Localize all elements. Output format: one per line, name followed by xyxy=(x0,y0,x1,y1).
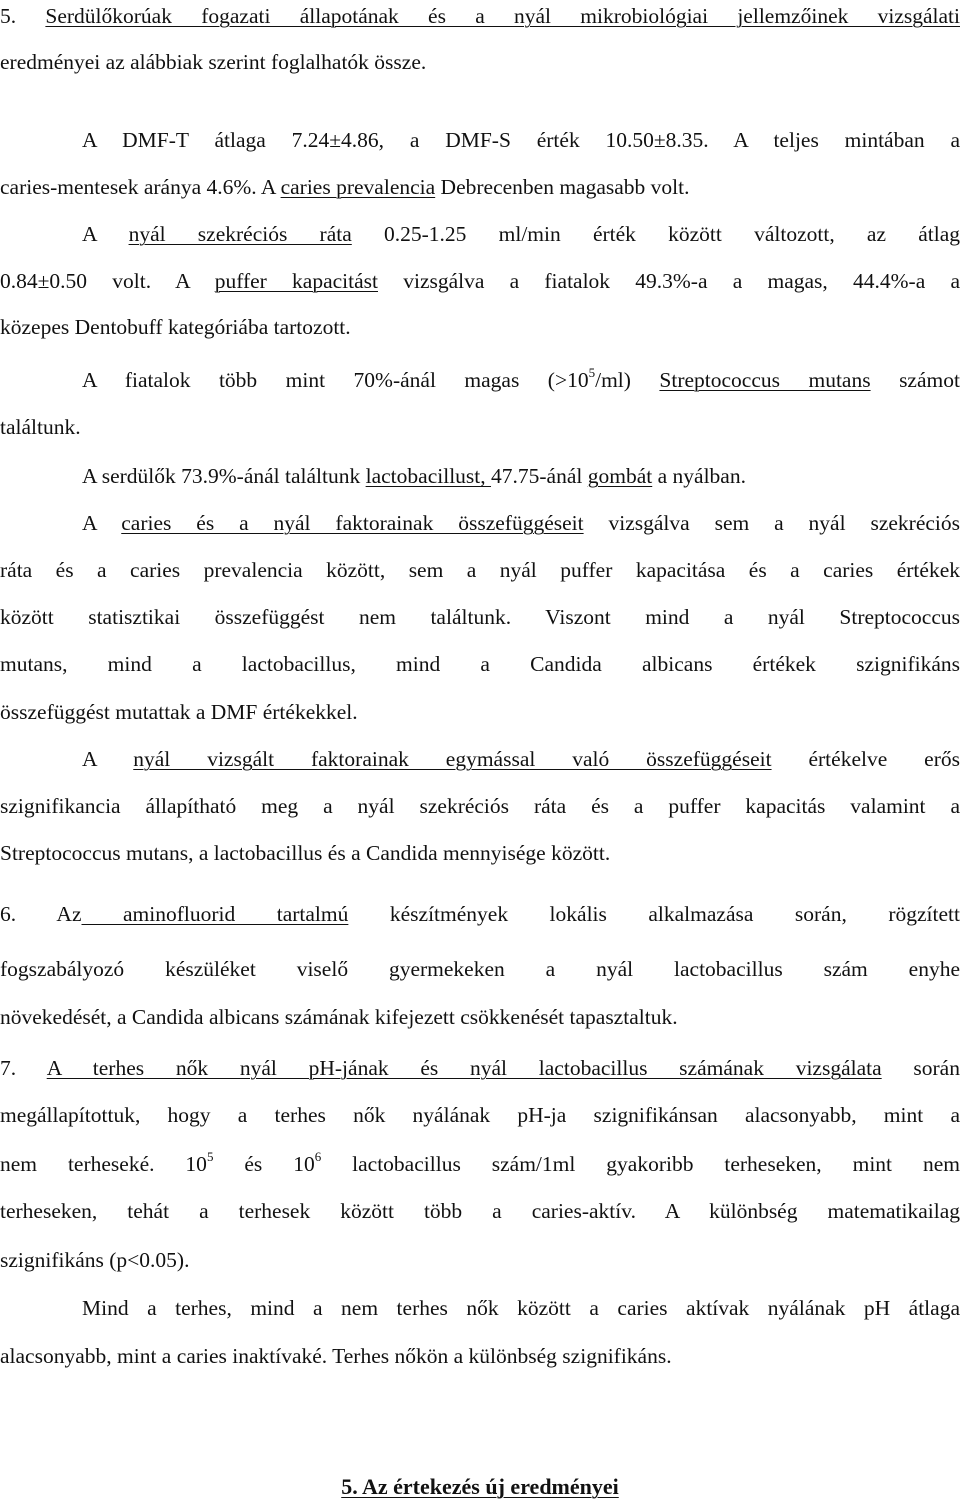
item-7-line-3: nem terheseké. $10^5$ és $10^6$ lactobacillus szám/1ml gyakoribb terheseken, mint nem xyxy=(0,1148,960,1176)
mind-line-2: alacsonyabb, mint a caries inaktívaké. Terhes nőkön a különbség szignifikáns. xyxy=(0,1344,672,1368)
item-5-title: Serdülőkorúak fogazati állapotának és a nyál mikrobiológiai jellemzőinek vizsgálati xyxy=(45,4,960,28)
item-6-line-2: fogszabályozó készüléket viselő gyermekeken a nyál lactobacillus szám enyhe xyxy=(0,957,960,981)
item-number: 5. xyxy=(0,4,46,28)
strep-line-2: találtunk. xyxy=(0,415,81,439)
item-6-line-3: növekedését, a Candida albicans számának kifejezett csökkenését tapasztaltuk. xyxy=(0,1005,678,1029)
item-5-title-line-2: eredményei az alábbiak szerint foglalhatók össze. xyxy=(0,50,427,74)
item-7-line-2: megállapítottuk, hogy a terhes nők nyálának pH-ja szignifikánsan alacsonyabb, mint a xyxy=(0,1103,960,1127)
nyal-line-2: 0.84±0.50 volt. A puffer kapacitást vizsgálva a fiatalok 49.3%-a a magas, 44.4%-a a xyxy=(0,269,960,293)
item-7-line-4: terheseken, tehát a terhesek között több a caries-aktív. A különbség matematikailag xyxy=(0,1199,960,1223)
caries-faktorok-term: caries és a nyál faktorainak összefüggéseit xyxy=(121,511,584,535)
caries-line-4: mutans, mind a lactobacillus, mind a Candida albicans értékek szignifikáns xyxy=(0,652,960,676)
caries-line-2: ráta és a caries prevalencia között, sem a nyál puffer kapacitása és a caries értékek xyxy=(0,558,960,582)
caries-line-1: A caries és a nyál faktorainak összefüggéseit vizsgálva sem a nyál szekréciós xyxy=(82,511,960,535)
nyal-szekrecios-rata-term: nyál szekréciós ráta xyxy=(128,222,352,246)
strep-line-1: A fiatalok több mint 70%-ánál magas $(>10^5/ml)$ Streptococcus mutans számot xyxy=(82,364,960,392)
lacto-line: A serdülők 73.9%-ánál találtunk lactobacillust, 47.75-ánál gombát a nyálban. xyxy=(82,464,746,488)
puffer-kapacitas-term: puffer kapacitást xyxy=(214,269,378,293)
nyal-line-1: A nyál szekréciós ráta 0.25-1.25 ml/min érték között változott, az átlag xyxy=(82,222,960,246)
faktorok-osszefuggese-term: nyál vizsgált faktorainak egymással való összefüggéseit xyxy=(133,747,772,771)
faktor-line-2: szignifikancia állapítható meg a nyál szekréciós ráta és a puffer kapacitás valamint a xyxy=(0,794,960,818)
nyal-line-3: közepes Dentobuff kategóriába tartozott. xyxy=(0,315,351,339)
mind-line-1: Mind a terhes, mind a nem terhes nők között a caries aktívak nyálának pH átlaga xyxy=(82,1296,960,1320)
item-6-line-1: 6. Az aminofluorid tartalmú készítmények lokális alkalmazása során, rögzített xyxy=(0,902,960,926)
section-heading: 5. Az értekezés új eredményei xyxy=(341,1474,619,1499)
caries-line-5: összefüggést mutattak a DMF értékekkel. xyxy=(0,700,358,724)
terhes-nok-term: A terhes nők nyál pH-jának és nyál lactobacillus számának vizsgálata xyxy=(46,1056,882,1080)
item-7-line-1: 7. A terhes nők nyál pH-jának és nyál lactobacillus számának vizsgálata során xyxy=(0,1056,960,1080)
faktor-line-3: Streptococcus mutans, a lactobacillus és a Candida mennyisége között. xyxy=(0,841,611,865)
dmf-line-2: caries-mentesek aránya 4.6%. A caries prevalencia Debrecenben magasabb volt. xyxy=(0,175,690,199)
caries-prevalencia-term: caries prevalencia xyxy=(280,175,436,199)
dmf-line-1: A DMF-T átlaga 7.24±4.86, a DMF-S érték 10.50±8.35. A teljes mintában a xyxy=(82,128,960,152)
aminofluorid-term: aminofluorid tartalmú xyxy=(81,902,349,926)
gomba-term: gombát xyxy=(587,464,653,488)
item-7-line-5: szignifikáns (p<0.05). xyxy=(0,1248,190,1272)
lactobacillus-term: lactobacillust, xyxy=(365,464,492,488)
item-5-title-line-1 xyxy=(0,2,960,30)
caries-line-3: között statisztikai összefüggést nem találtunk. Viszont mind a nyál Streptococcus xyxy=(0,605,960,629)
streptococcus-mutans-term: Streptococcus mutans xyxy=(659,368,871,392)
faktor-line-1: A nyál vizsgált faktorainak egymással való összefüggéseit értékelve erős xyxy=(82,747,960,771)
